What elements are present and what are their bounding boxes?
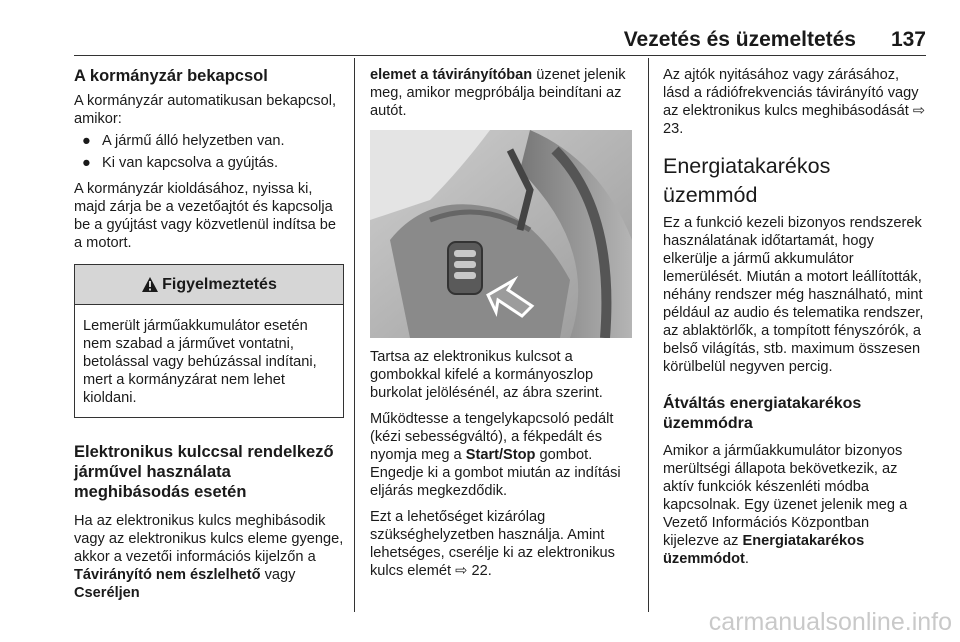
fault-paragraph: Ha az elektronikus kulcs meghibásodik vagy az elektronikus kulcs eleme gyenge, akkor a vezetői információs kijelzőn a Távirányító nem észlelhető vagy Cseréljen	[74, 513, 344, 601]
warning-triangle-icon	[141, 276, 159, 293]
condition-list	[74, 132, 344, 172]
watermark: carmanualsonline.info	[708, 608, 952, 636]
warning-header	[75, 265, 343, 305]
page-header	[74, 22, 926, 62]
page-number: 137	[890, 28, 926, 51]
list-item: ● A jármű álló helyzetben van.	[82, 133, 285, 149]
section-heading-energy-saving: Energiatakarékos üzemmód	[663, 154, 831, 207]
energy-paragraph: Ez a funkció kezeli bizonyos rendszerek használatának időtartamát, hogy elkerülje a jármű akkumulátor lemerülését. Miután a motort leállították, néhány rendszer még használható, mint például az audio és telematika rendszer, az ablaktörlők, a tompított fényszórók, a belső világítás, stb. maximum összesen körülbelül negyven percig.	[663, 215, 924, 375]
column-1	[74, 66, 344, 602]
start-procedure-paragraph: Működtesse a tengelykapcsoló pedált (kézi sebességváltó), a fékpedált és nyomja meg a Start/Stop gombot. Engedje ki a gombot miután az indítási eljárás megkezdődik.	[370, 411, 621, 499]
reference-arrow-icon: ⇨	[455, 563, 468, 579]
page-reference: 23.	[663, 121, 684, 137]
column-separator-1	[354, 58, 355, 612]
warning-box	[74, 264, 344, 418]
subheading-switch-energy-mode: Átváltás energiatakarékos üzemmódra	[663, 395, 862, 432]
message-remote-not-detected: Távirányító nem észlelhető	[74, 567, 261, 583]
bullet-icon: ●	[82, 155, 91, 171]
start-stop-label: Start/Stop	[465, 447, 536, 463]
intro-paragraph: A kormányzár automatikusan bekapcsol, amikor:	[74, 93, 337, 127]
message-replace: Cseréljen	[74, 585, 140, 601]
doors-paragraph: Az ajtók nyitásához vagy zárásához, lásd a rádiófrekvenciás távirányító vagy az elektronikus kulcs meghibásodását ⇨ 23.	[663, 67, 926, 137]
column-3	[663, 66, 928, 568]
unlock-paragraph: A kormányzár kioldásához, nyissa ki, majd zárja be a vezetőajtót és kapcsolja be a gyújtást vagy közvetlenül indítsa be a motort.	[74, 181, 337, 251]
key-position-illustration	[370, 130, 632, 338]
warning-title: Figyelmeztetés	[162, 275, 277, 293]
header-rule	[74, 55, 926, 56]
message-battery-in-remote: elemet a távirányítóban	[370, 67, 533, 83]
electronic-key	[448, 242, 482, 294]
bullet-icon: ●	[82, 133, 91, 149]
warning-text: Lemerült járműakkumulátor esetén nem szabad a járművet vontatni, betolással vagy behúzással indítani, mert a kormányzárat nem lehet kioldani.	[83, 318, 317, 406]
page-reference: 22.	[471, 563, 492, 579]
section-heading-steering-lock: A kormányzár bekapcsol	[74, 67, 268, 85]
section-heading-electronic-key: Elektronikus kulccsal rendelkező járművel használata meghibásodás esetén	[74, 443, 334, 501]
energy-mode-label: Energiatakarékos üzemmódot	[663, 533, 865, 567]
list-item: ● Ki van kapcsolva a gyújtás.	[82, 155, 279, 171]
emergency-paragraph: Ezt a lehetőséget kizárólag szükséghelyzetben használja. Amint lehetséges, cserélje ki az elektronikus kulcs elemét ⇨ 22.	[370, 509, 615, 579]
running-title: Vezetés és üzemeltetés	[623, 28, 856, 51]
switch-paragraph: Amikor a járműakkumulátor bizonyos merültségi állapota bekövetkezik, az aktív funkciók készenléti módba kapcsolnak. Egy üzenet jelenik meg a Vezető Információs Központban kijelezve az Energiatakarékos üzemmódot.	[663, 443, 908, 567]
column-2	[370, 66, 632, 580]
column-separator-2	[648, 58, 649, 612]
reference-arrow-icon: ⇨	[912, 103, 926, 119]
figure-caption: Tartsa az elektronikus kulcsot a gombokkal kifelé a kormányoszlop burkolat jelölésénél, az ábra szerint.	[370, 349, 603, 401]
continuation-paragraph: elemet a távirányítóban üzenet jelenik meg, amikor megpróbálja beindítani az autót.	[370, 67, 626, 119]
steering-column-drawing	[370, 130, 632, 338]
